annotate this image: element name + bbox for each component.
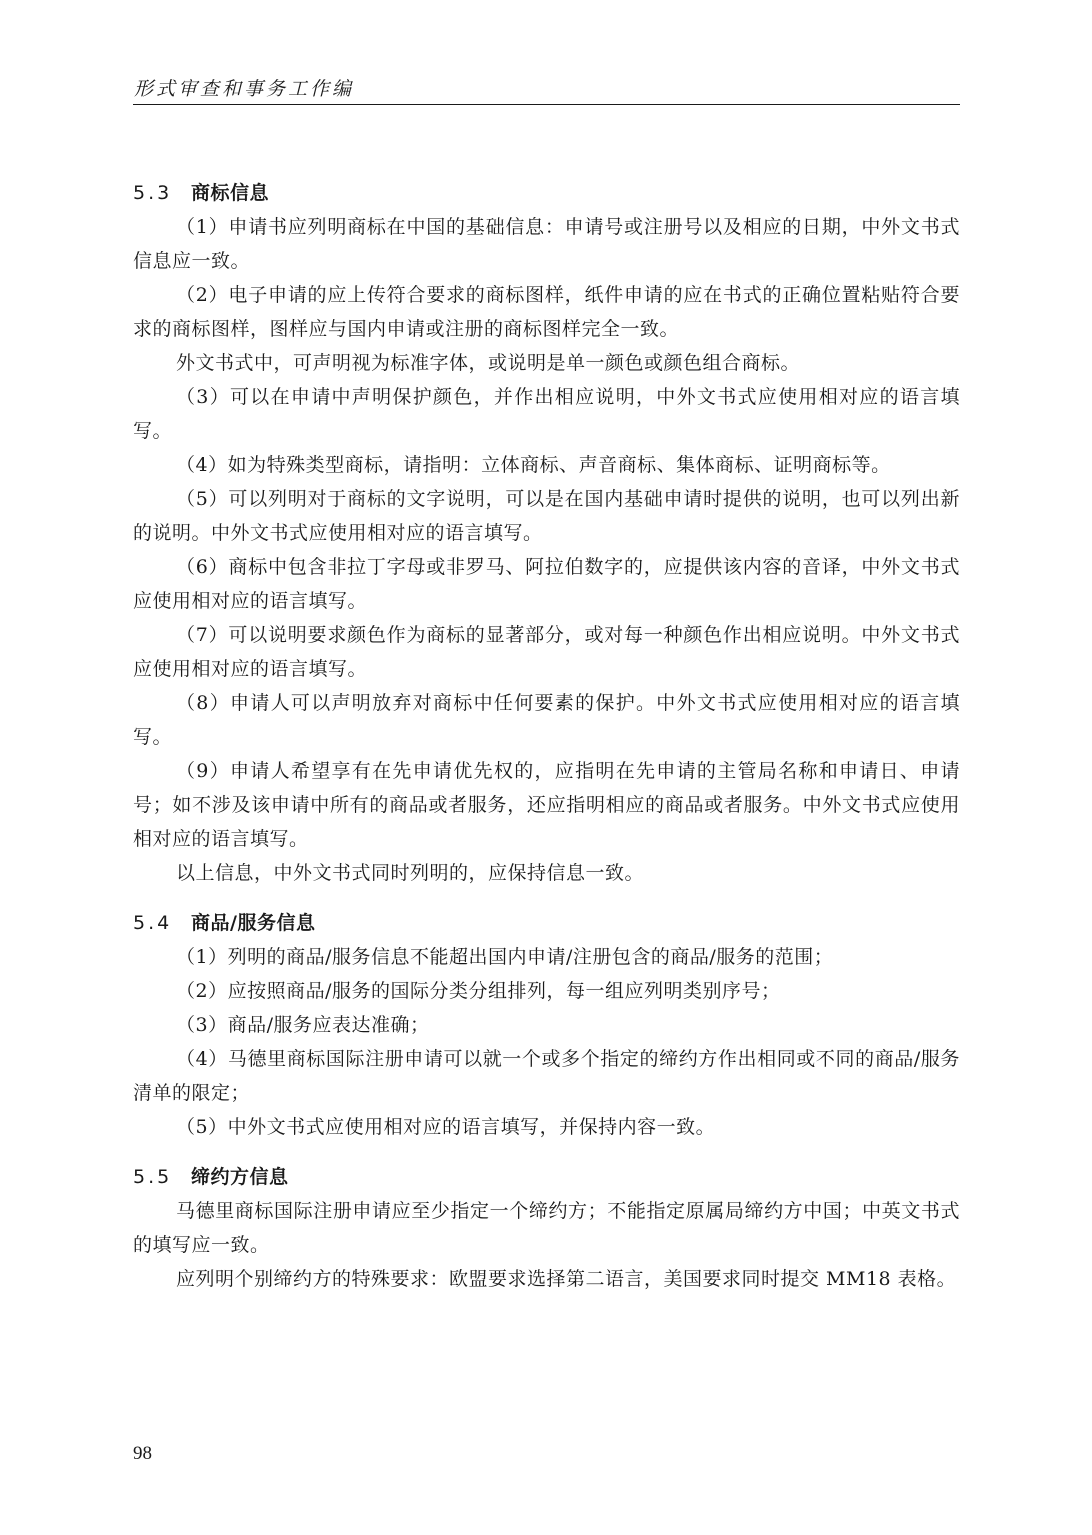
paragraph: （4）如为特殊类型商标，请指明：立体商标、声音商标、集体商标、证明商标等。 — [176, 454, 891, 476]
paragraph: （1）列明的商品/服务信息不能超出国内申请/注册包含的商品/服务的范围； — [176, 946, 834, 968]
paragraph: （9）申请人希望享有在先申请优先权的，应指明在先申请的主管局名称和申请日、申请号；如不涉及该申请中所有的商品或者服务，还应指明相应的商品或者服务。中外文书式应使用相对应的语言填写。 — [133, 760, 960, 850]
section-heading — [133, 906, 960, 940]
section-number: 5.4 — [133, 912, 173, 934]
paragraph: （1）申请书应列明商标在中国的基础信息：申请号或注册号以及相应的日期，中外文书式信息应一致。 — [133, 216, 960, 272]
paragraph: （5）可以列明对于商标的文字说明，可以是在国内基础申请时提供的说明，也可以列出新的说明。中外文书式应使用相对应的语言填写。 — [133, 488, 960, 544]
paragraph: （3）商品/服务应表达准确； — [176, 1014, 430, 1036]
paragraph: 应列明个别缔约方的特殊要求：欧盟要求选择第二语言，美国要求同时提交 MM18 表格。 — [176, 1268, 957, 1290]
paragraph: 外文书式中，可声明视为标准字体，或说明是单一颜色或颜色组合商标。 — [176, 352, 801, 374]
section-5-5 — [133, 1160, 960, 1296]
paragraph: （6）商标中包含非拉丁字母或非罗马、阿拉伯数字的，应提供该内容的音译，中外文书式应使用相对应的语言填写。 — [133, 556, 960, 612]
paragraph: （5）中外文书式应使用相对应的语言填写，并保持内容一致。 — [176, 1116, 716, 1138]
section-5-4 — [133, 906, 960, 1144]
page-body — [133, 176, 960, 1312]
section-number: 5.3 — [133, 182, 173, 204]
paragraph: 以上信息，中外文书式同时列明的，应保持信息一致。 — [176, 862, 645, 884]
paragraph: （8）申请人可以声明放弃对商标中任何要素的保护。中外文书式应使用相对应的语言填写。 — [133, 692, 960, 748]
paragraph: （7）可以说明要求颜色作为商标的显著部分，或对每一种颜色作出相应说明。中外文书式应使用相对应的语言填写。 — [133, 624, 960, 680]
section-5-3 — [133, 176, 960, 890]
header-divider — [133, 104, 960, 105]
paragraph: 马德里商标国际注册申请应至少指定一个缔约方；不能指定原属局缔约方中国；中英文书式的填写应一致。 — [133, 1200, 960, 1256]
section-title: 商标信息 — [191, 182, 270, 204]
paragraph: （2）电子申请的应上传符合要求的商标图样，纸件申请的应在书式的正确位置粘贴符合要求的商标图样，图样应与国内申请或注册的商标图样完全一致。 — [133, 284, 960, 340]
running-head-title: 形式审查和事务工作编 — [134, 78, 355, 100]
paragraph: （2）应按照商品/服务的国际分类分组排列，每一组应列明类别序号； — [176, 980, 781, 1002]
paragraph: （4）马德里商标国际注册申请可以就一个或多个指定的缔约方作出相同或不同的商品/服务清单的限定； — [133, 1048, 960, 1104]
section-title: 商品/服务信息 — [191, 912, 316, 934]
paragraph: （3）可以在申请中声明保护颜色，并作出相应说明，中外文书式应使用相对应的语言填写。 — [133, 386, 960, 442]
page-number: 98 — [133, 1443, 152, 1464]
section-number: 5.5 — [133, 1166, 173, 1188]
section-heading — [133, 176, 960, 210]
section-title: 缔约方信息 — [191, 1166, 289, 1188]
section-heading — [133, 1160, 960, 1194]
